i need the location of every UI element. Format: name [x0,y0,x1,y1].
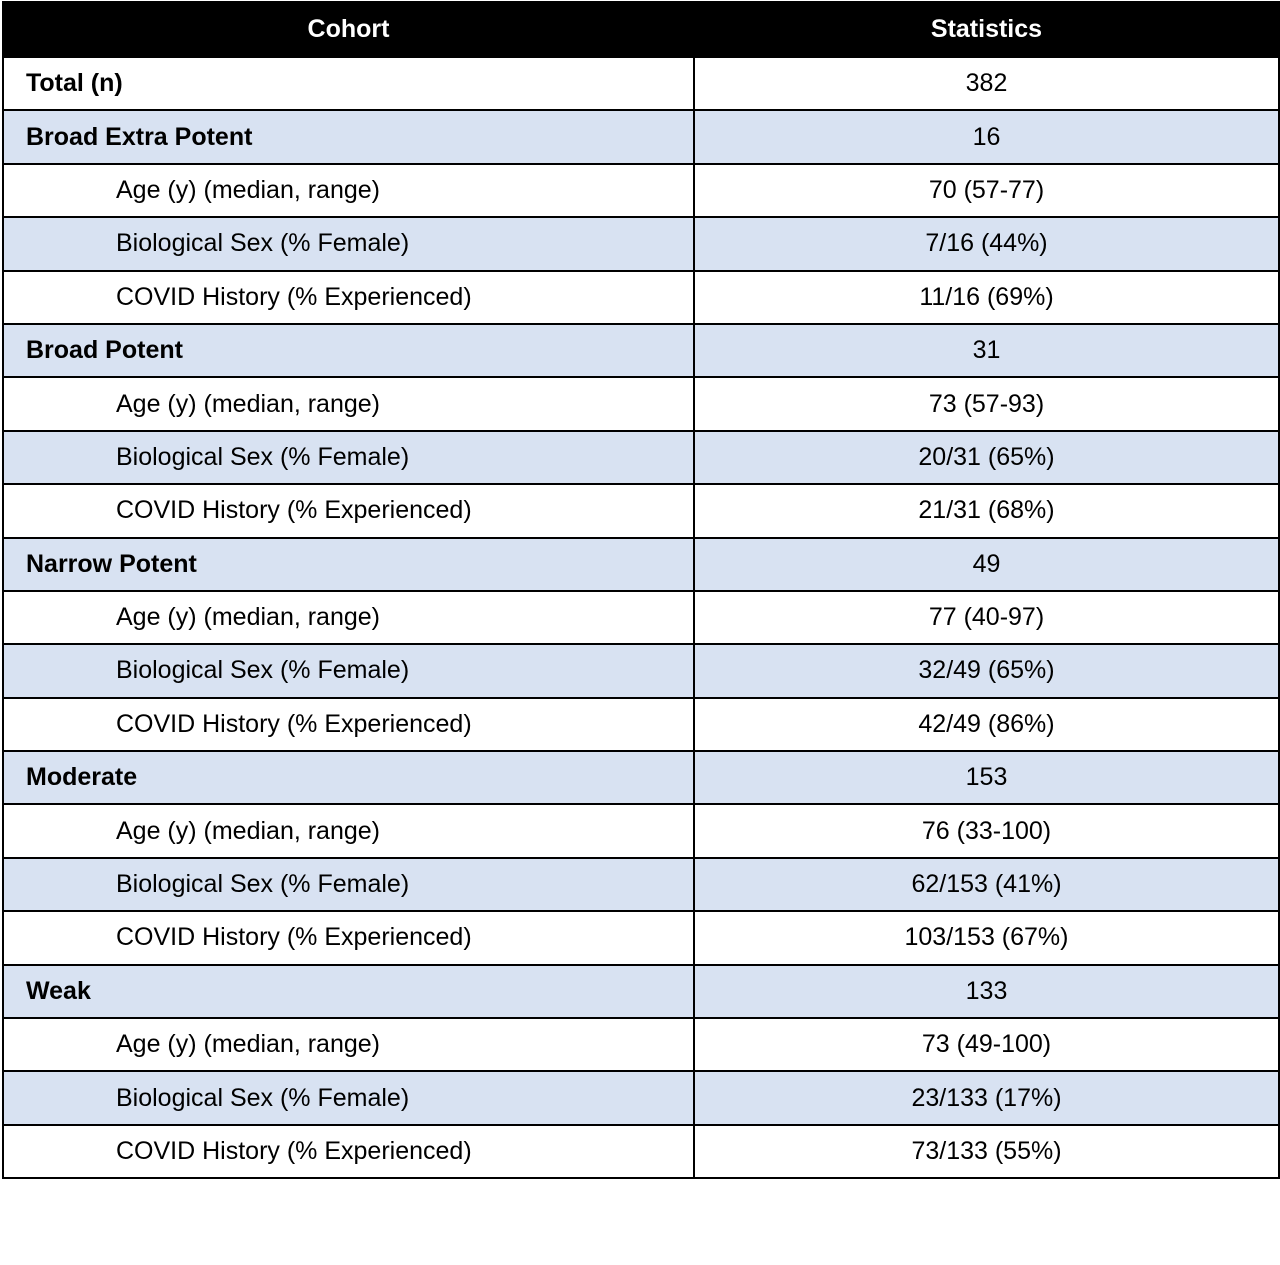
cohort-metric-value: 70 (57-77) [694,164,1279,217]
table-row [3,644,1279,697]
table-group-row [3,324,1279,377]
cohort-metric-label: Biological Sex (% Female) [3,431,694,484]
cohort-metric-label: Biological Sex (% Female) [3,644,694,697]
cohort-metric-value: 103/153 (67%) [694,911,1279,964]
cohort-statistics-table [2,1,1280,1179]
table-row [3,1018,1279,1071]
table-row [3,1071,1279,1124]
header-statistics: Statistics [694,2,1279,57]
cohort-metric-label: COVID History (% Experienced) [3,484,694,537]
cohort-metric-label: Age (y) (median, range) [3,804,694,857]
header-cohort: Cohort [3,2,694,57]
cohort-metric-value: 21/31 (68%) [694,484,1279,537]
cohort-metric-value: 20/31 (65%) [694,431,1279,484]
cohort-metric-label: Biological Sex (% Female) [3,858,694,911]
cohort-metric-label: COVID History (% Experienced) [3,698,694,751]
cohort-group-count: 382 [694,57,1279,110]
cohort-metric-value: 23/133 (17%) [694,1071,1279,1124]
cohort-metric-label: Age (y) (median, range) [3,1018,694,1071]
cohort-metric-label: Biological Sex (% Female) [3,1071,694,1124]
cohort-group-count: 133 [694,965,1279,1018]
table-row [3,698,1279,751]
table-group-row [3,751,1279,804]
table-group-row [3,538,1279,591]
cohort-group-count: 153 [694,751,1279,804]
table-row [3,591,1279,644]
table-row [3,804,1279,857]
cohort-metric-label: COVID History (% Experienced) [3,271,694,324]
table-row [3,431,1279,484]
table-row [3,271,1279,324]
cohort-metric-label: Age (y) (median, range) [3,591,694,644]
table-group-row [3,57,1279,110]
cohort-group-count: 31 [694,324,1279,377]
table-row [3,858,1279,911]
cohort-group-label: Narrow Potent [3,538,694,591]
cohort-group-label: Broad Potent [3,324,694,377]
cohort-group-label: Total (n) [3,57,694,110]
table-row [3,911,1279,964]
table-row [3,377,1279,430]
cohort-metric-value: 73/133 (55%) [694,1125,1279,1178]
cohort-group-count: 16 [694,110,1279,163]
cohort-metric-value: 11/16 (69%) [694,271,1279,324]
cohort-metric-value: 42/49 (86%) [694,698,1279,751]
cohort-metric-label: Biological Sex (% Female) [3,217,694,270]
table-body [3,57,1279,1178]
cohort-metric-value: 76 (33-100) [694,804,1279,857]
table-group-row [3,965,1279,1018]
table-row [3,164,1279,217]
cohort-group-label: Weak [3,965,694,1018]
cohort-group-label: Broad Extra Potent [3,110,694,163]
table-row [3,217,1279,270]
cohort-metric-value: 62/153 (41%) [694,858,1279,911]
table-row [3,1125,1279,1178]
cohort-metric-label: Age (y) (median, range) [3,164,694,217]
cohort-metric-label: Age (y) (median, range) [3,377,694,430]
cohort-metric-value: 73 (49-100) [694,1018,1279,1071]
cohort-metric-value: 73 (57-93) [694,377,1279,430]
table-header-row [3,2,1279,57]
cohort-metric-value: 77 (40-97) [694,591,1279,644]
cohort-group-count: 49 [694,538,1279,591]
cohort-metric-label: COVID History (% Experienced) [3,1125,694,1178]
cohort-group-label: Moderate [3,751,694,804]
cohort-metric-value: 7/16 (44%) [694,217,1279,270]
cohort-metric-label: COVID History (% Experienced) [3,911,694,964]
cohort-metric-value: 32/49 (65%) [694,644,1279,697]
table-group-row [3,110,1279,163]
cohort-statistics-table-container [2,1,1278,1179]
table-row [3,484,1279,537]
